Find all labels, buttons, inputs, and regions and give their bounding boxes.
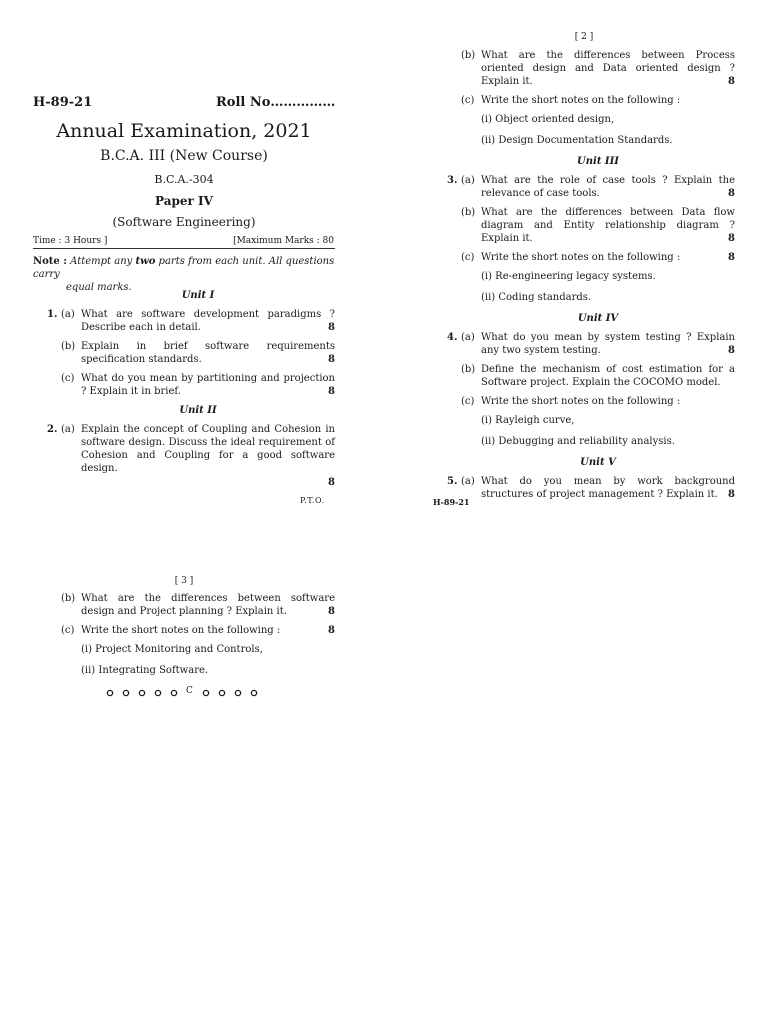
- question-3c: [461, 251, 735, 264]
- question-part-label: (c): [61, 625, 75, 636]
- question-part-label: (b): [461, 364, 476, 375]
- end-of-paper-ornament: [104, 687, 266, 699]
- question-marks: 8: [728, 252, 735, 263]
- paper-code: H-89-21: [33, 95, 93, 110]
- question-number: 4.: [447, 332, 458, 343]
- short-note-item: (i) Rayleigh curve,: [481, 415, 575, 426]
- question-marks: 8: [728, 188, 735, 199]
- short-note-item: (ii) Integrating Software.: [81, 665, 209, 676]
- time-allowed: Time : 3 Hours ]: [33, 236, 108, 246]
- question-part-label: (c): [461, 396, 475, 407]
- short-note-item: (ii) Debugging and reliability analysis.: [481, 436, 675, 447]
- short-note-item: (ii) Coding standards.: [481, 292, 592, 303]
- page-number: [ 3 ]: [174, 576, 194, 586]
- question-text: What are the differences between Data flow diagram and Entity relationship diagram ? Explain it.: [481, 207, 735, 244]
- maximum-marks: [Maximum Marks : 80: [233, 236, 334, 246]
- unit-heading: Unit V: [580, 457, 616, 468]
- subject-name: (Software Engineering): [112, 215, 256, 229]
- question-4b: [461, 363, 735, 389]
- question-text: What are software development paradigms ? Describe each in detail.: [81, 309, 335, 333]
- ring-ornament-row: [104, 687, 266, 699]
- question-text: Explain the concept of Coupling and Cohesion in software design. Discuss the ideal requirement of Cohesion and Coupling for a good software design.: [81, 424, 335, 474]
- paper-title: Paper IV: [155, 194, 213, 208]
- question-part-label: (c): [461, 252, 475, 263]
- short-note-item: (i) Object oriented design,: [481, 114, 615, 125]
- question-part-label: (a): [461, 332, 475, 343]
- question-part-label: (c): [61, 373, 75, 384]
- question-part-label: (b): [461, 50, 476, 61]
- page-number: [ 2 ]: [574, 32, 594, 42]
- question-number: 5.: [447, 476, 458, 487]
- question-number: 1.: [47, 309, 58, 320]
- question-marks: 8: [328, 625, 335, 636]
- question-3b: [461, 206, 735, 245]
- question-2a: [47, 423, 335, 489]
- question-1c: [61, 372, 335, 398]
- question-part-label: (c): [461, 95, 475, 106]
- question-5c: [61, 624, 335, 637]
- note-text: Attempt any two parts from each unit. All questions carry: [33, 256, 335, 280]
- question-2c: [461, 94, 735, 107]
- question-text: What do you mean by partitioning and projection ? Explain it in brief.: [81, 373, 335, 397]
- question-5b: [61, 592, 335, 618]
- question-text: What do you mean by system testing ? Explain any two system testing.: [481, 332, 735, 356]
- question-part-label: (a): [461, 476, 475, 487]
- page1-questions: [47, 285, 335, 495]
- note-text-line2: equal marks.: [66, 282, 132, 293]
- question-part-label: (a): [461, 175, 475, 186]
- paper-number: B.C.A.-304: [154, 173, 214, 186]
- question-part-label: (b): [461, 207, 476, 218]
- end-mark-letter: C: [186, 686, 193, 696]
- question-text: Define the mechanism of cost estimation for a Software project. Explain the COCOMO model.: [481, 364, 735, 388]
- short-note-item: (i) Re-engineering legacy systems.: [481, 271, 656, 282]
- question-marks: 8: [328, 322, 335, 333]
- question-5a: [447, 475, 735, 501]
- question-text: Write the short notes on the following :: [81, 625, 281, 636]
- page-footer-code: H-89-21: [433, 497, 470, 507]
- question-part-label: (a): [61, 424, 75, 435]
- question-2b: [461, 49, 735, 88]
- unit-heading: Unit I: [181, 290, 215, 301]
- question-4a: [447, 331, 735, 357]
- question-marks: 8: [728, 76, 735, 87]
- question-marks: 8: [328, 386, 335, 397]
- question-marks: 8: [328, 477, 335, 488]
- roll-number: Roll No……………: [216, 95, 336, 110]
- question-text: Write the short notes on the following :: [481, 252, 681, 263]
- question-1a: [47, 308, 335, 334]
- question-1b: [61, 340, 335, 366]
- question-text: Write the short notes on the following :: [481, 396, 681, 407]
- question-marks: 8: [728, 489, 735, 500]
- exam-title: Annual Examination, 2021: [56, 120, 312, 142]
- question-text: What are the role of case tools ? Explain the relevance of case tools.: [481, 175, 735, 199]
- question-marks: 8: [328, 354, 335, 365]
- question-part-label: (a): [61, 309, 75, 320]
- unit-heading: Unit II: [179, 405, 217, 416]
- question-text: Explain in brief software requirements specification standards.: [81, 341, 335, 365]
- question-text: What are the differences between software design and Project planning ? Explain it.: [81, 593, 335, 617]
- unit-heading: Unit III: [577, 156, 619, 167]
- unit-heading: Unit IV: [577, 313, 619, 324]
- question-number: 3.: [447, 175, 458, 186]
- short-note-item: (ii) Design Documentation Standards.: [481, 135, 673, 146]
- question-text: What are the differences between Process oriented design and Data oriented design ? Explain it.: [481, 50, 735, 87]
- question-3a: [447, 174, 735, 200]
- page3-questions: [61, 592, 335, 685]
- question-part-label: (b): [61, 593, 76, 604]
- question-marks: 8: [728, 233, 735, 244]
- header-rule: [33, 248, 335, 249]
- question-marks: 8: [328, 606, 335, 617]
- question-number: 2.: [47, 424, 58, 435]
- note-label: Note :: [33, 256, 67, 267]
- question-marks: 8: [728, 345, 735, 356]
- question-text: What do you mean by work background structures of project management ? Explain it.: [481, 476, 735, 500]
- short-note-item: (i) Project Monitoring and Controls,: [81, 644, 263, 655]
- pto-mark: P.T.O.: [300, 496, 325, 505]
- question-text: Write the short notes on the following :: [481, 95, 681, 106]
- question-4c: [461, 395, 735, 408]
- question-part-label: (b): [61, 341, 76, 352]
- course-name: B.C.A. III (New Course): [100, 148, 268, 164]
